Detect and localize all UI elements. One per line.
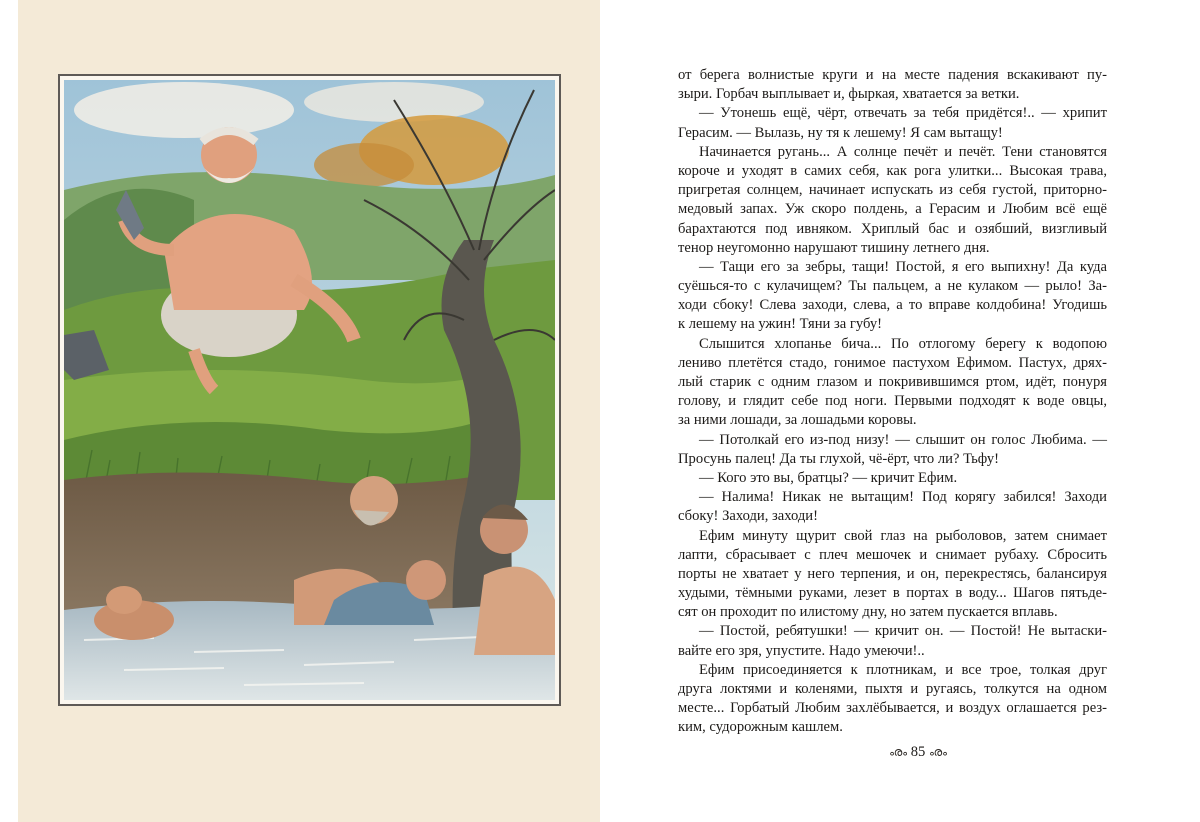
text-line: сбоку! Заходи, заходи! [678, 508, 818, 525]
text-line: — Постой, ребятушки! — кричит он. — Постой! Не вытаски- [699, 623, 1107, 640]
text-line: сят он проходит по илистому дну, но затем пускается вплавь. [678, 604, 1058, 621]
text-line: суёшься-то с кулачищем? Ты пальцем, а не кулаком — рыло! За- [678, 278, 1107, 295]
river-scene-illustration [64, 80, 555, 700]
text-line: лый старик с одним глазом и покривившимся ртом, идёт, понуря [678, 374, 1107, 390]
text-line: друга локтями и коленями, пыхтя и ругаясь, толкутся на одном [678, 681, 1107, 697]
text-line: барахтаются под ивняком. Хриплый бас и озябший, визгливый [678, 220, 1107, 237]
text-line: за ними лошади, за лошадьми коровы. [678, 412, 917, 429]
text-line: Начинается ругань... А солнце печёт и печёт. Тени становятся [699, 143, 1107, 160]
text-line: — Утонешь ещё, чёрт, отвечать за тебя придётся!.. — хрипит [699, 105, 1107, 122]
text-line: короче и уходят в самих себя, как рога улитки... Высокая трава, [678, 162, 1107, 179]
text-line: Слышится хлопанье бича... По отлогому берегу к водопою [699, 335, 1107, 352]
text-line: лениво плетётся стадо, гонимое пастухом Ефимом. Пастух, дрях- [678, 354, 1107, 371]
text-line: — Тащи его за зебры, тащи! Постой, я его выпихну! Да куда [699, 258, 1107, 275]
left-page [18, 0, 600, 822]
text-line: месте... Горбатый Любим захлёбывается, и воздух оглашается рез- [678, 700, 1107, 717]
page-footer [858, 744, 978, 761]
text-line: к лешему на ужин! Тяни за губу! [678, 316, 882, 333]
illustration-frame [58, 74, 561, 706]
text-line: тенор неугомонно нарушают тишину летнего дня. [678, 239, 990, 256]
text-line: Ефим присоединяется к плотникам, и все трое, толкая друг [699, 661, 1107, 678]
ornament-right: ൟ [928, 745, 947, 759]
text-line: лапти, сбрасывает с плеч мешочек и снимает рубаху. Сбросить [678, 546, 1107, 563]
right-page [600, 0, 1200, 822]
page-number: 85 [910, 744, 926, 760]
text-line: — Потолкай его из-под низу! — слышит он голос Любима. — [699, 431, 1107, 448]
text-line: Герасим. — Вылазь, ну тя к лешему! Я сам вытащу! [678, 124, 1003, 141]
text-line: зыри. Горбач выплывает и, фыркая, хватается за ветки. [678, 86, 1020, 103]
text-line: вайте его зря, упустите. Надо умеючи!.. [678, 642, 925, 659]
text-line: — Кого это вы, братцы? — кричит Ефим. [699, 469, 958, 486]
text-line: ким, судорожным кашлем. [678, 719, 843, 736]
text-line: голову, и глядит себе под ноги. Первыми подходят к воде овцы, [678, 393, 1107, 410]
ornament-left: ൟ [889, 745, 908, 759]
text-line: Ефим минуту щурит свой глаз на рыболовов, затем снимает [699, 527, 1107, 544]
text-line: ходи сбоку! Слева заходи, слева, а то вправе колдобина! Угодишь [678, 297, 1107, 314]
text-line: Просунь палец! Да ты глухой, чё-ёрт, что ли? Тьфу! [678, 450, 999, 467]
text-line: пригретая солнцем, начинает испускать из себя густой, приторно- [678, 182, 1107, 199]
text-line: медовый запах. Уж скоро полдень, а Герасим и Любим всё ещё [678, 201, 1107, 218]
story-text [678, 66, 1107, 738]
text-line: худыми, тёмными руками, лезет в портах в воду... Шагов пятьде- [678, 585, 1107, 602]
text-line: от берега волнистые круги и на месте падения вскакивают пу- [678, 67, 1107, 83]
text-line: — Налима! Никак не вытащим! Под корягу забился! Заходи [699, 489, 1107, 506]
text-line: порты не хватает у него терпения, и он, перекрестясь, балансируя [678, 565, 1107, 582]
